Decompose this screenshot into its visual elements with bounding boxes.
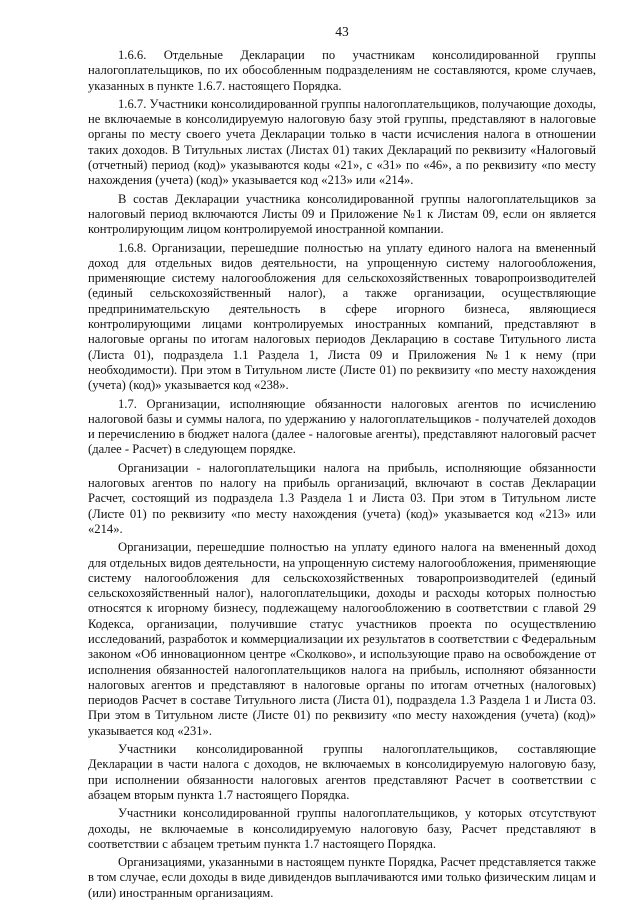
page-number: 43 (335, 24, 349, 39)
paragraph-1-7-special-regimes: Организации, перешедшие полностью на уплату единого налога на вмененный доход для отдельных видов деятельности, на упрощенную систему налогообложения, применяющие систему налогообложения для сельскохозяйственных товаропроизводителей (единый сельскохозяйственный налог), налогоплательщики, доходы и расходы которых полностью относятся к игорному бизнесу, подлежащему налогообложению в соответствии с главой 29 Кодекса, организации, получившие статус участников проекта по осуществлению исследований, разработок и коммерциализации их результатов в соответствии с Федеральным законом «Об инновационном центре «Сколково», и использующие право на освобождение от исполнения обязанностей налогоплательщиков налога на прибыль, исполняют обязанности налоговых агентов и представляют в налоговые органы по итогам отчетных (налоговых) периодов Расчет в составе Титульного листа (Листа 01), подраздела 1.3 Раздела 1 и Листа 03. При этом в Титульном листе (Листе 01) по реквизиту «по месту нахождения (учета) (код)» указывается код «231». (88, 540, 596, 738)
paragraph-1-7-no-income: Участники консолидированной группы налогоплательщиков, у которых отсутствуют доходы, не включаемые в консолидируемую налоговую базу, Расчет представляют в соответствии с абзацем третьим пункта 1.7 настоящего Порядка. (88, 806, 596, 851)
paragraph-1-6-6: 1.6.6. Отдельные Декларации по участникам консолидированной группы налогоплательщиков, по их обособленным подразделениям не составляются, кроме случаев, указанных в пункте 1.6.7. настоящего Порядка. (88, 48, 596, 93)
paragraph-1-7-consolidated-group: Участники консолидированной группы налогоплательщиков, составляющие Декларации в части налога с доходов, не включаемых в консолидируемую налоговую базу, при исполнении обязанности налоговых агентов представляют Расчет в соответствии с абзацем вторым пункта 1.7 настоящего Порядка. (88, 742, 596, 802)
paragraph-1-7-dividends: Организациями, указанными в настоящем пункте Порядка, Расчет представляется также в том случае, если доходы в виде дивидендов выплачиваются ими только физическим лицам и (или) иностранным организациям. (88, 855, 596, 900)
paragraph-1-6-7: 1.6.7. Участники консолидированной группы налогоплательщиков, получающие доходы, не включаемые в консолидируемую налоговую базу этой группы, представляют в налоговые органы по месту своего учета Декларации только в части исчисления налога в отношении таких доходов. В Титульных листах (Листах 01) таких Деклараций по реквизиту «Налоговый (отчетный) период (код)» указываются коды «21», с «31» по «46», а по реквизиту «по месту нахождения (учета) (код)» указывается код «213» или «214». (88, 96, 596, 188)
paragraph-1-6-7-continued: В состав Декларации участника консолидированной группы налогоплательщиков за налоговый период включаются Листы 09 и Приложение №1 к Листам 09, если он является контролирующим лицом контролируемой иностранной компании. (88, 191, 596, 237)
paragraph-1-6-8: 1.6.8. Организации, перешедшие полностью на уплату единого налога на вмененный доход для отдельных видов деятельности, на упрощенную систему налогообложения, применяющие систему налогообложения для сельскохозяйственных товаропроизводителей (единый сельскохозяйственный налог), а также организации, осуществляющие предпринимательскую деятельность в сфере игорного бизнеса, являющиеся контролирующими лицами контролируемых иностранных компаний, представляют в налоговые органы по итогам налоговых периодов Декларацию в составе Титульного листа (Листа 01), подраздела 1.1 Раздела 1, Листа 09 и Приложения №1 к нему (при необходимости). При этом в Титульном листе (Листе 01) по реквизиту «по месту нахождения (учета) (код)» указывается код «238». (88, 240, 596, 393)
document-page (88, 24, 596, 904)
paragraph-1-7-agents: Организации - налогоплательщики налога на прибыль, исполняющие обязанности налоговых агентов по налогу на прибыль организаций, включают в состав Декларации Расчет, состоящий из подраздела 1.3 Раздела 1 и Листа 03. При этом в Титульном листе (Листе 01) по реквизиту «по месту нахождения (учета) (код)» указывается код «213» или «214». (88, 460, 596, 536)
paragraph-1-7: 1.7. Организации, исполняющие обязанности налоговых агентов по исчислению налоговой базы и суммы налога, по удержанию у налогоплательщиков - получателей доходов и перечислению в бюджет налога (далее - налоговые агенты), представляют налоговый расчет (далее - Расчет) в следующем порядке. (88, 396, 596, 457)
